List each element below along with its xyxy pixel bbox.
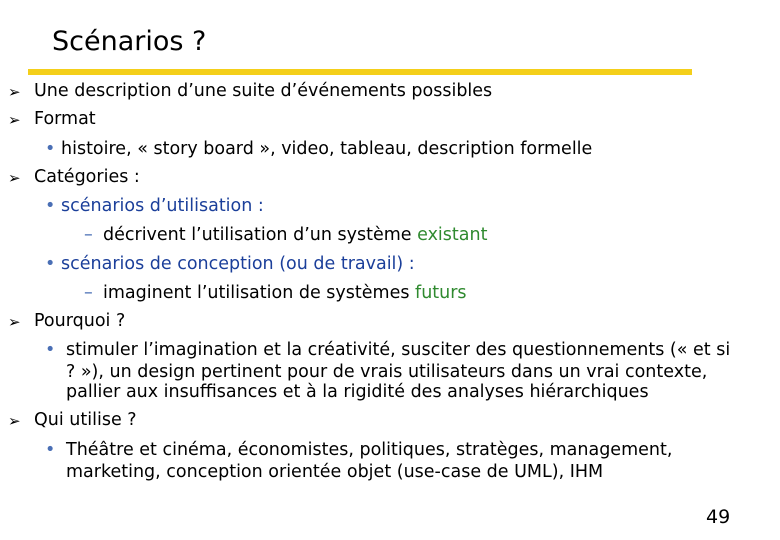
qui-utilise-detail-line1: Théâtre et cinéma, économistes, politiques, stratèges, management, [66,440,673,460]
bullet-qui-utilise: Qui utilise ? [34,410,137,430]
dot-bullet-icon: • [45,196,56,216]
format-detail: histoire, « story board », video, tableau, description formelle [61,139,593,159]
arrow-bullet-icon: ➢ [8,169,21,187]
title-underline [28,69,692,75]
highlight-futurs: futurs [415,283,467,303]
category-conception: scénarios de conception (ou de travail) : [61,254,415,274]
dash-bullet-icon: – [84,283,93,303]
highlight-existant: existant [417,225,488,245]
dot-bullet-icon: • [45,254,56,274]
dot-bullet-icon: • [45,440,56,460]
page-number: 49 [706,506,731,528]
dot-bullet-icon: • [45,340,56,360]
category-usage: scénarios d’utilisation : [61,196,264,216]
pourquoi-detail-line3: pallier aux insuffisances et à la rigidité des analyses hiérarchiques [66,382,649,402]
bullet-format: Format [34,109,96,129]
arrow-bullet-icon: ➢ [8,111,21,129]
arrow-bullet-icon: ➢ [8,313,21,331]
arrow-bullet-icon: ➢ [8,412,21,430]
bullet-categories: Catégories : [34,167,140,187]
category-usage-detail [103,225,487,246]
bullet-pourquoi: Pourquoi ? [34,311,126,331]
category-conception-detail-text: imaginent l’utilisation de systèmes [103,283,416,303]
category-conception-detail [103,283,467,304]
category-usage-detail-text: décrivent l’utilisation d’un système [103,225,418,245]
dot-bullet-icon: • [45,139,56,159]
dash-bullet-icon: – [84,225,93,245]
arrow-bullet-icon: ➢ [8,83,21,101]
qui-utilise-detail-line2: marketing, conception orientée objet (use-case de UML), IHM [66,462,604,482]
pourquoi-detail-line2: ? »), un design pertinent pour de vrais utilisateurs dans un vrai contexte, [66,362,708,382]
bullet-description: Une description d’une suite d’événements possibles [34,81,493,101]
pourquoi-detail-line1: stimuler l’imagination et la créativité, susciter des questionnements (« et si [66,340,731,360]
slide-title: Scénarios ? [52,26,207,57]
